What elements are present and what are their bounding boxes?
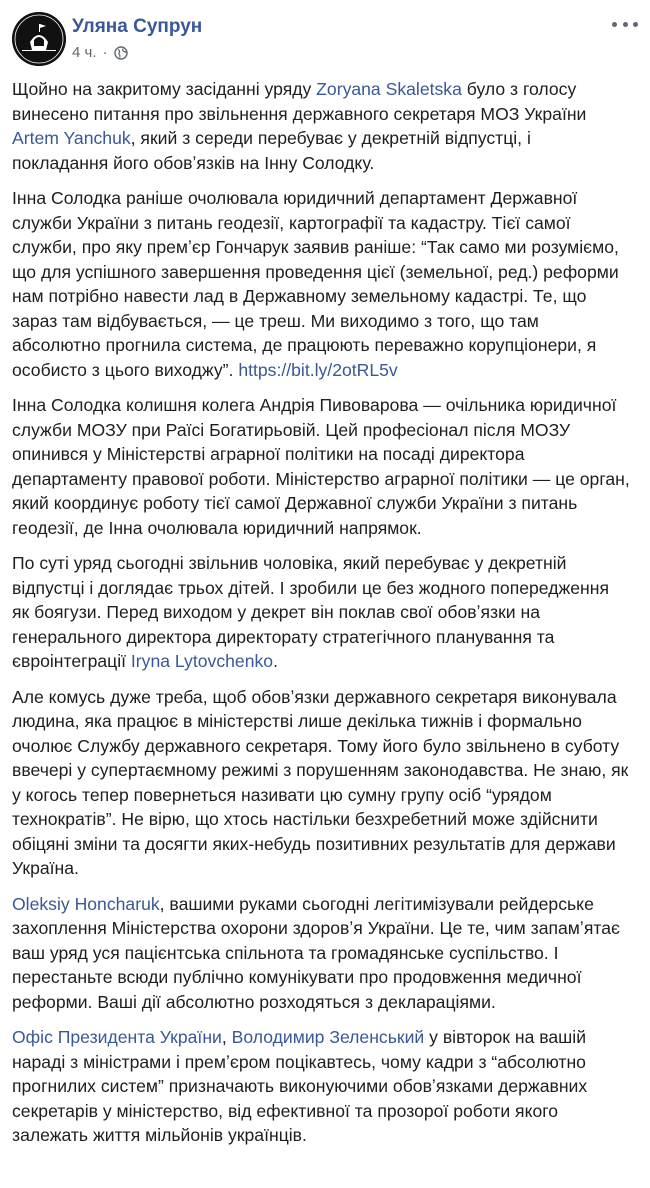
post-text: Але комусь дуже треба, щоб обовʼязки державного секретаря виконувала людина, яка працює в міністерстві лише декілька тижнів і формально очолює Службу державного секретаря. Тому його було звільнено в суботу ввечері у супертаємному режимі з порушенням законодавства. Не знаю, як у когось тепер повернеться називати цю сумну групу осіб “урядом технократів”. Не вірю, що хтось настільки безхребетний може здійснити обіцяні зміни та досягти яких-небудь позитивних результатів для держави Україна.	[12, 686, 629, 878]
post-paragraph	[12, 1025, 630, 1148]
post-paragraph	[12, 186, 630, 382]
mention-link[interactable]: https://bit.ly/2otRL5v	[238, 359, 398, 380]
post-text: .	[273, 651, 278, 671]
mention-link[interactable]: Iryna Lytovchenko	[130, 651, 274, 671]
post-paragraph	[12, 551, 630, 674]
mention-link[interactable]: Офіс Президента України	[12, 1027, 222, 1047]
post-meta	[72, 44, 128, 61]
author-name[interactable]: Уляна Супрун	[72, 16, 203, 37]
globe-icon[interactable]	[114, 46, 128, 60]
post-header	[12, 12, 638, 66]
mention-link[interactable]: Володимир Зеленський	[231, 1027, 425, 1047]
post-body	[12, 77, 630, 1159]
post-text: Інна Солодка раніше очолювала юридичний департамент Державної служби України з питань геодезії, картографії та кадастру. Тієї самої служби, про яку премʼєр Гончарук заявив раніше: “Так само ми розуміємо, що для успішного завершення проведення цієї (земельної, ред.) реформи нам потрібно навести лад в Державному земельному кадастрі. Те, що зараз там відбувається, — це треш. Ми виходимо з того, що там абсолютно прогнила система, де працюють переважно корупціонери, я особисто з цього виходжу”.	[12, 188, 619, 380]
pow-mia-logo	[12, 12, 66, 66]
post-text: було з голосу винесено питання про звільнення державного секретаря МОЗ України	[12, 79, 587, 124]
post-text: , вашими руками сьогодні легітимізували рейдерське захоплення Міністерства охорони здоровʼя України. Це те, чим запамʼятає ваш уряд уся пацієнтська спільнота та громадянське суспільство. І перестаньте всюди публічно комунікувати про продовження медичної реформи. Ваші дії абсолютно розходяться з деклараціями.	[12, 893, 620, 1012]
meta-separator: ·	[102, 44, 108, 61]
post-paragraph	[12, 393, 630, 540]
avatar[interactable]	[12, 12, 66, 66]
post-text: у вівторок на вашій нараді з міністрами і премʼєром поцікавтесь, чому кадри з “абсолютно прогнилих систем” призначають виконуючими обовʼязками державних секретарів у міністерство, від ефективної та прозорої роботи якого залежать життя мільйонів українців.	[12, 1027, 588, 1145]
post-paragraph	[12, 892, 630, 1015]
more-horizontal-icon[interactable]	[612, 14, 638, 34]
post-text: Щойно на закритому засіданні уряду	[12, 79, 317, 99]
post-text: ,	[221, 1027, 232, 1047]
post-text: По суті уряд сьогодні звільнив чоловіка, який перебуває у декретній відпустці і доглядає трьох дітей. І зробили це без жодного попередження як боягузи. Перед виходом у декрет він поклав свої обовʼязки на генерального директора директорату стратегічного планування та євроінтеграції	[12, 553, 609, 671]
mention-link[interactable]: Zoryana Skaletska	[316, 79, 462, 99]
post-paragraph	[12, 77, 630, 175]
post-time[interactable]: 4 ч.	[72, 44, 97, 61]
post-text: Інна Солодка колишня колега Андрія Пивоварова — очільника юридичної служби МОЗУ при Раїсі Богатирьовій. Цей професіонал після МОЗУ опинився у Міністерстві аграрної політики на посаді директора департаменту правової роботи. Міністерство аграрної політики — це орган, який координує роботу тієї самої Державної служби України з питань геодезії, де Інна очолювала юридичний напрямок.	[12, 395, 630, 538]
post-text: , який з середи перебуває у декретній відпустці, і покладання його обовʼязків на Інну Солодку.	[12, 128, 531, 173]
mention-link[interactable]: Artem Yanchuk	[12, 128, 131, 148]
post-paragraph	[12, 685, 630, 881]
mention-link[interactable]: Oleksiy Honcharuk	[12, 893, 160, 914]
